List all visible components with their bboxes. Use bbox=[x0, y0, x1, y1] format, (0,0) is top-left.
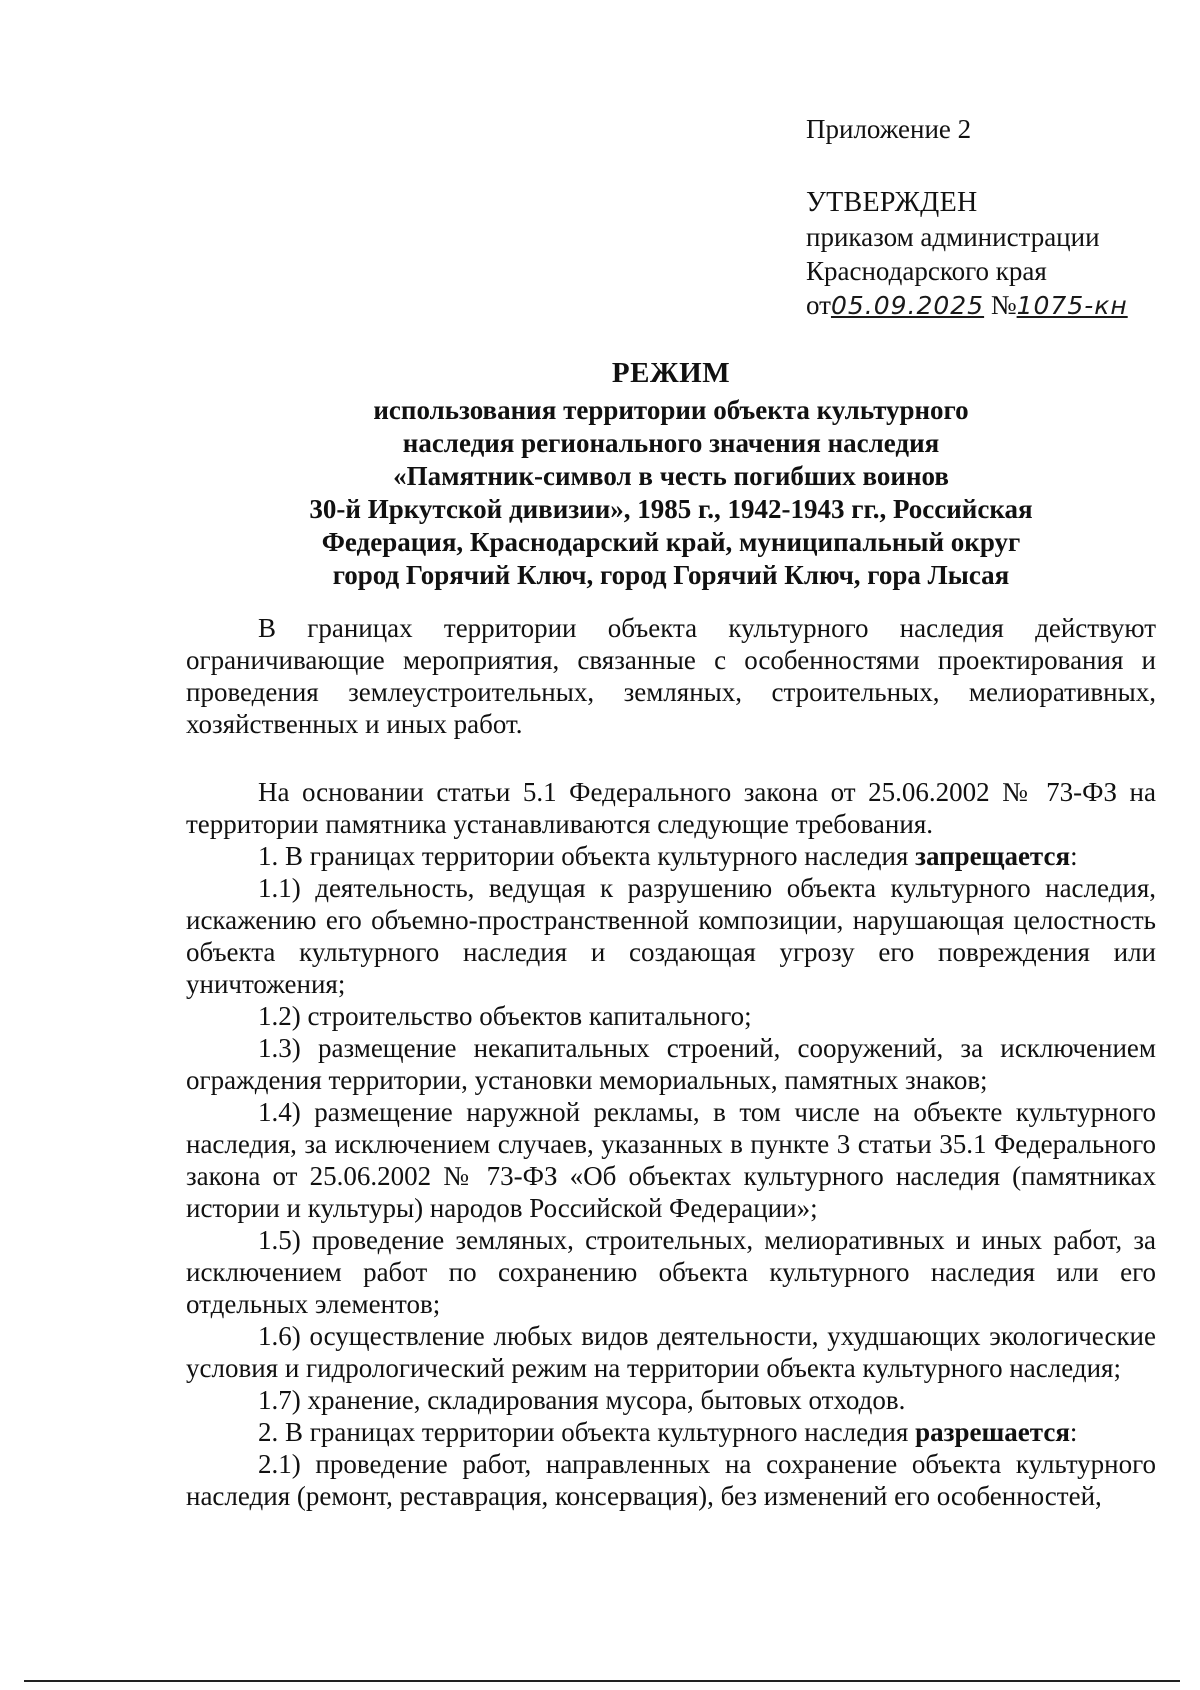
approval-block bbox=[806, 112, 1166, 323]
title-line: использования территории объекта культурного bbox=[373, 395, 969, 425]
section-1-prefix: 1. В границах территории объекта культурного наследия bbox=[258, 841, 916, 871]
section-1-heading bbox=[186, 840, 1156, 872]
list-item-1-4: 1.4) размещение наружной рекламы, в том числе на объекте культурного наследия, за исключением случаев, указанных в пункте 3 статьи 35.1 Федерального закона от 25.06.2002 № 73-ФЗ «Об объектах культурного наследия (памятниках истории и культуры) народов Российской Федерации»; bbox=[186, 1097, 1156, 1223]
intro-paragraph: В границах территории объекта культурного наследия действуют ограничивающие мероприятия, связанные с особенностями проектирования и проведения землеустроительных, земляных, строительных, мелиоративных, хозяйственных и иных работ. bbox=[186, 613, 1156, 739]
document-body bbox=[186, 612, 1156, 1512]
title-line: наследия регионального значения наследия bbox=[402, 428, 940, 458]
section-1-suffix: : bbox=[1070, 841, 1078, 871]
list-item-1-6: 1.6) осуществление любых видов деятельности, ухудшающих экологические условия и гидрологический режим на территории объекта культурного наследия; bbox=[186, 1321, 1156, 1383]
section-1-bold: запрещается bbox=[915, 841, 1071, 871]
section-2-bold: разрешается bbox=[915, 1417, 1070, 1447]
number-prefix: № bbox=[990, 290, 1017, 320]
document-title bbox=[186, 357, 1156, 592]
date-prefix: от bbox=[806, 290, 831, 320]
title-line: город Горячий Ключ, город Горячий Ключ, гора Лысая bbox=[332, 560, 1010, 590]
section-2-suffix: : bbox=[1069, 1417, 1078, 1447]
annex-label: Приложение 2 bbox=[806, 114, 972, 144]
list-item-1-1: 1.1) деятельность, ведущая к разрушению объекта культурного наследия, искажению его объемно-пространственной композиции, нарушающая целостность объекта культурного наследия и создающая угрозу его повреждения или уничтожения; bbox=[186, 873, 1156, 999]
approved-heading: УТВЕРЖДЕН bbox=[806, 187, 978, 218]
list-item-1-2: 1.2) строительство объектов капитального; bbox=[258, 1001, 752, 1031]
list-item-1-5: 1.5) проведение земляных, строительных, мелиоративных и иных работ, за исключением работ по сохранению объекта культурного наследия или его отдельных элементов; bbox=[186, 1225, 1156, 1319]
approval-date-number bbox=[806, 288, 1166, 323]
section-2-heading bbox=[186, 1416, 1156, 1448]
section-2-prefix: 2. В границах территории объекта культурного наследия bbox=[258, 1417, 916, 1447]
handwritten-number: 1075-кн bbox=[1016, 291, 1128, 320]
basis-paragraph: На основании статьи 5.1 Федерального закона от 25.06.2002 № 73-ФЗ на территории памятника устанавливаются следующие требования. bbox=[186, 777, 1156, 839]
approval-line-order: приказом администрации bbox=[806, 222, 1100, 252]
footer-divider bbox=[24, 1680, 1180, 1682]
title-line: «Памятник-символ в честь погибших воинов bbox=[393, 461, 949, 491]
list-item-2-1: 2.1) проведение работ, направленных на сохранение объекта культурного наследия (ремонт, реставрация, консервация), без изменений его особенностей, bbox=[186, 1449, 1156, 1511]
title-main: РЕЖИМ bbox=[611, 357, 731, 389]
list-item-1-7: 1.7) хранение, складирования мусора, бытовых отходов. bbox=[258, 1385, 906, 1415]
title-line: Федерация, Краснодарский край, муниципальный округ bbox=[321, 527, 1021, 557]
list-item-1-3: 1.3) размещение некапитальных строений, сооружений, за исключением ограждения территории, установки мемориальных, памятных знаков; bbox=[186, 1033, 1156, 1095]
approval-line-region: Краснодарского края bbox=[806, 256, 1047, 286]
handwritten-date: 05.09.2025 bbox=[830, 291, 985, 320]
title-line: 30-й Иркутской дивизии», 1985 г., 1942-1943 гг., Российская bbox=[309, 494, 1033, 524]
